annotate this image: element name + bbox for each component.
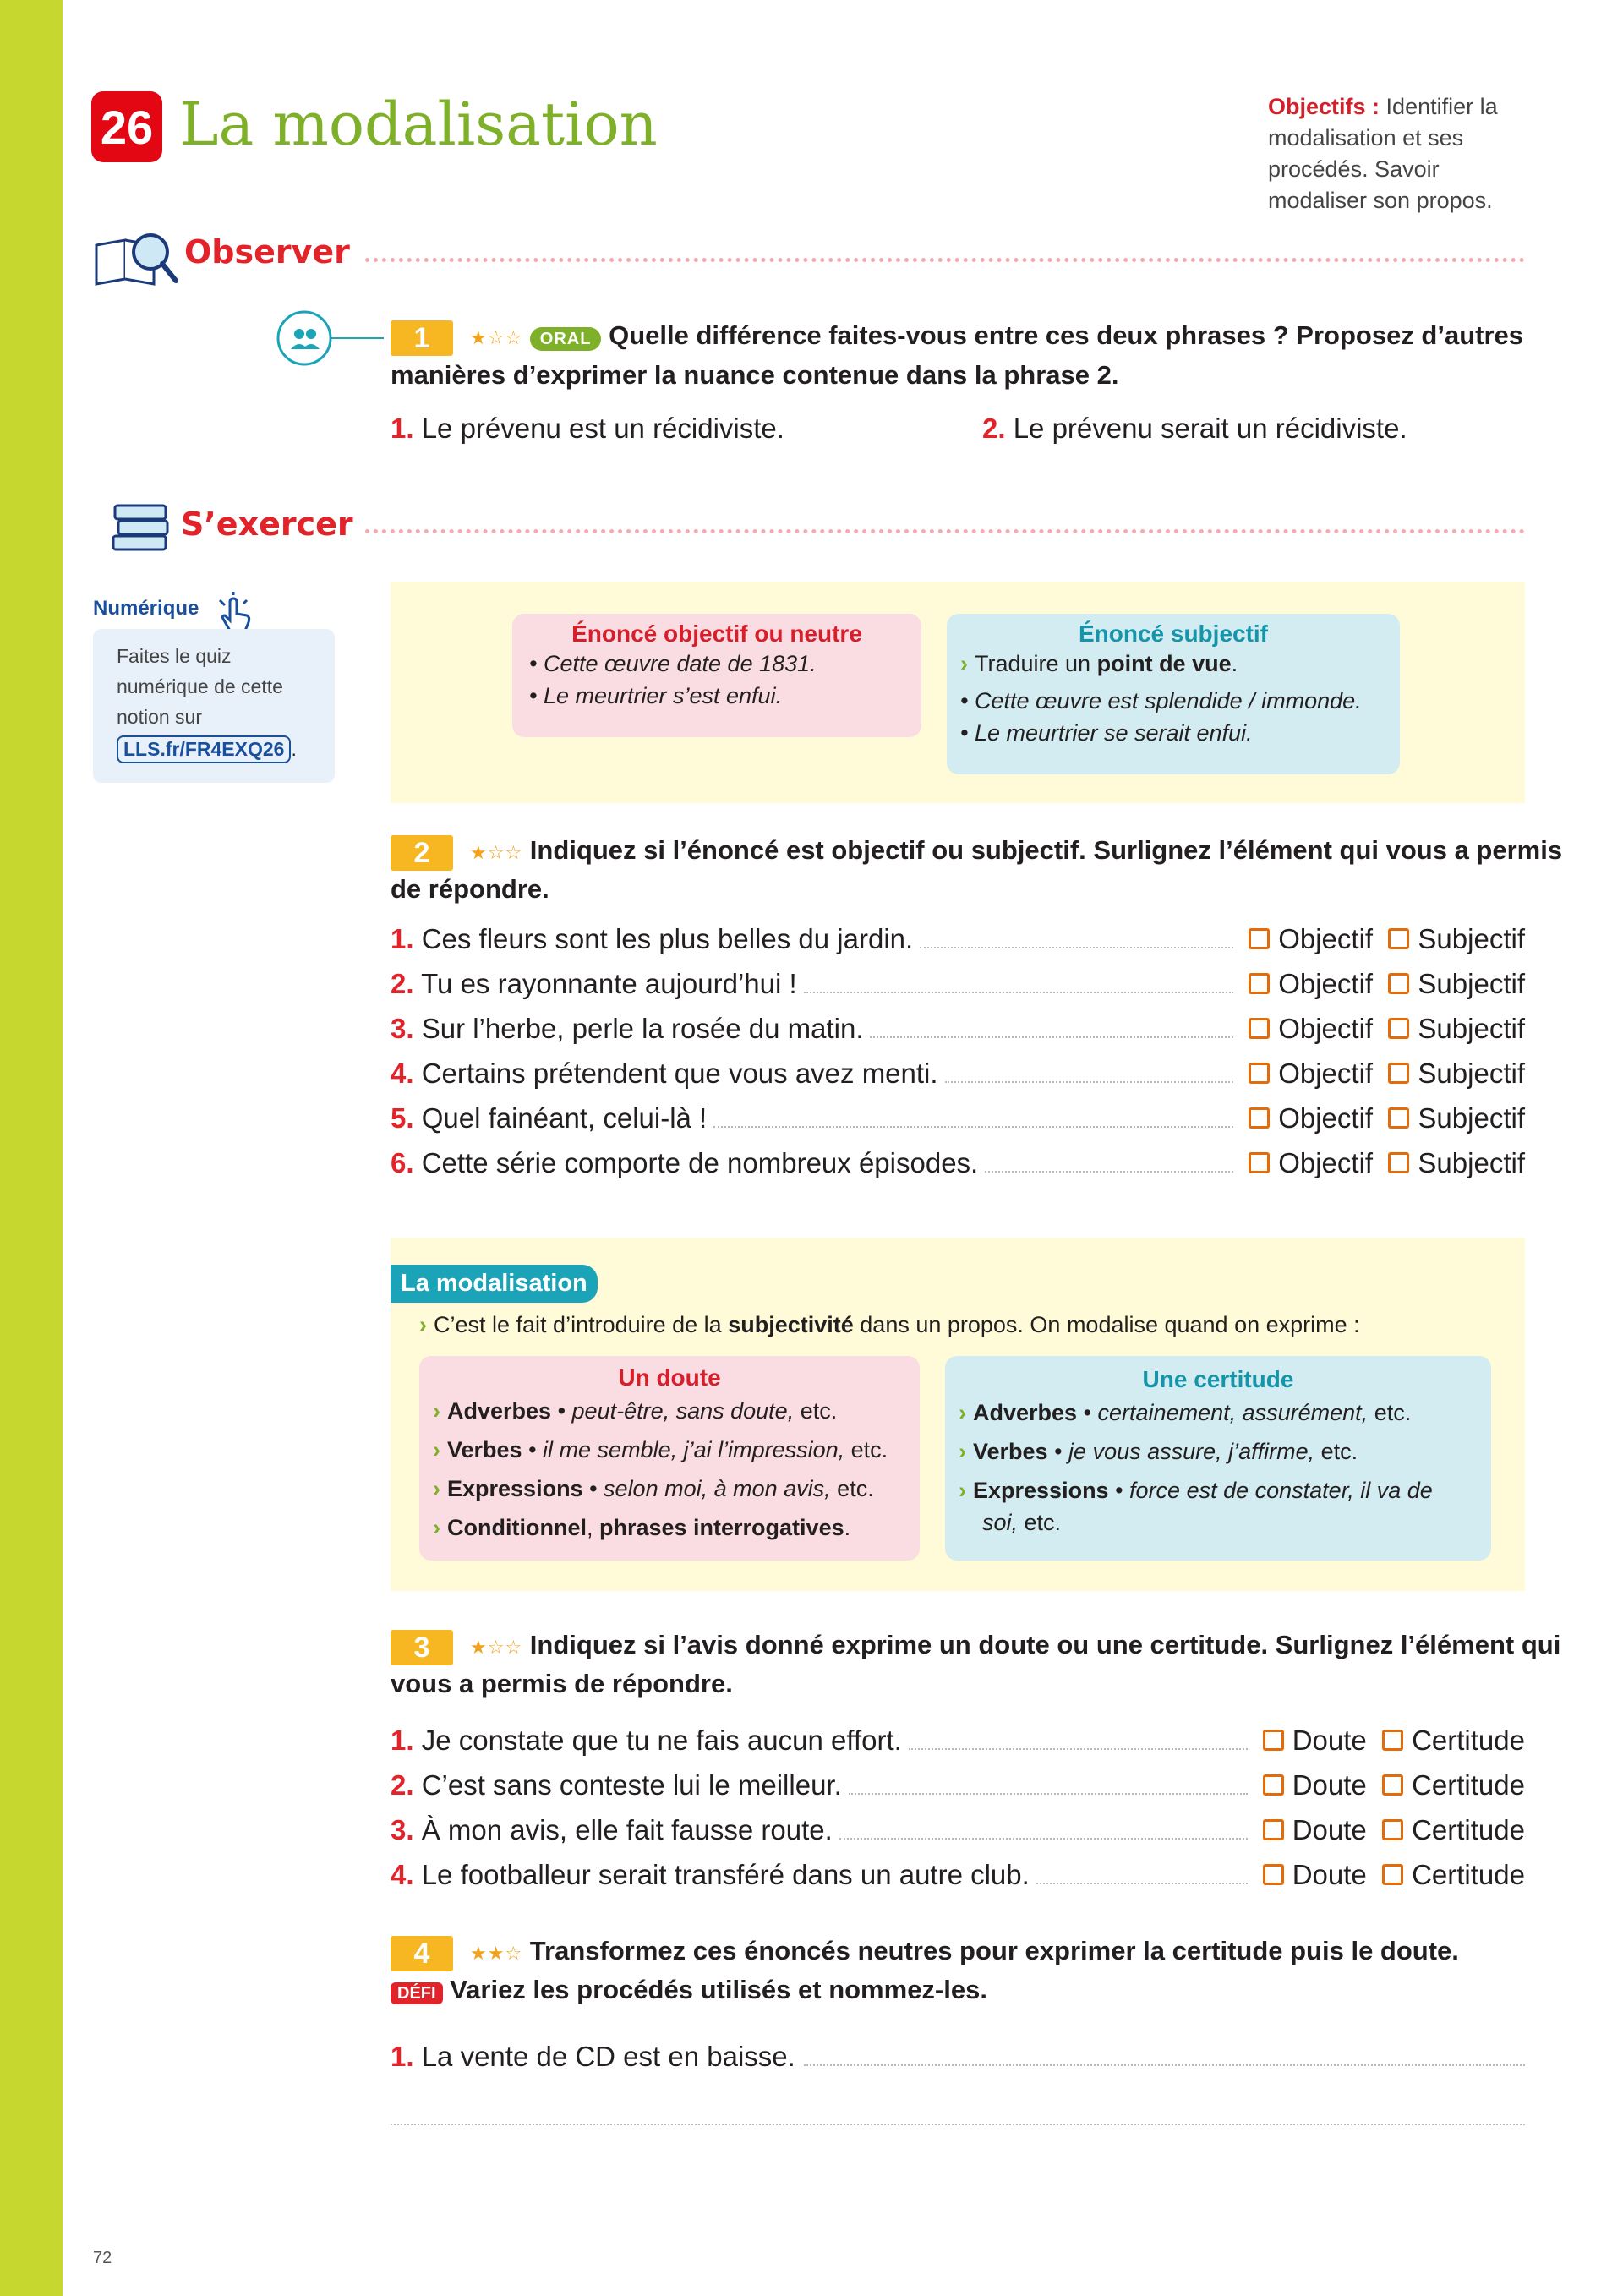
certitude-card	[945, 1356, 1491, 1561]
list-item	[391, 1058, 1525, 1102]
exercise-2-question	[470, 832, 1562, 872]
subjective-example: • Cette œuvre est splendide / immonde.	[960, 688, 1362, 713]
list-item	[391, 968, 1525, 1013]
option-label: Objectif	[1278, 1058, 1374, 1089]
list-item	[391, 1769, 1525, 1814]
magnifier-book-icon	[91, 227, 179, 291]
option-label: Subjectif	[1418, 923, 1525, 954]
item-number: 2.	[982, 413, 1006, 444]
line-examples: je vous assure, j’affirme,	[1068, 1439, 1315, 1464]
list-item	[391, 1013, 1525, 1058]
intro-text: C’est le fait d’introduire de la	[434, 1312, 722, 1337]
option-label: Objectif	[1278, 1147, 1374, 1178]
objective-example: • Cette œuvre date de 1831.	[529, 651, 817, 676]
objective-title: Énoncé objectif ou neutre	[571, 620, 862, 647]
list-item	[391, 1814, 1525, 1859]
line-label: Adverbes	[973, 1400, 1078, 1425]
option-label: Subjectif	[1418, 1058, 1525, 1089]
question-line-b: vous a permis de répondre.	[391, 1669, 733, 1698]
question-line-b: manières d’exprimer la nuance contenue dans la phrase 2.	[391, 360, 1119, 390]
checkbox-subjectif[interactable]	[1388, 1152, 1409, 1173]
exercise-1-question	[470, 317, 1527, 358]
chapter-title: La modalisation	[179, 90, 658, 159]
intro-text: dans un propos. On modalise quand on exprime :	[860, 1312, 1360, 1337]
item-number: 2.	[391, 968, 414, 999]
difficulty-stars: ★☆☆	[470, 842, 523, 863]
item-text: Tu es rayonnante aujourd’hui !	[421, 968, 797, 999]
intro-bold: subjectivité	[728, 1312, 854, 1337]
item-number: 1.	[391, 2041, 414, 2072]
exercise-number-4: 4	[391, 1936, 453, 1971]
numerique-link[interactable]: LLS.fr/FR4EXQ26	[117, 735, 291, 763]
checkbox-certitude[interactable]	[1382, 1774, 1403, 1796]
group-work-icon	[276, 309, 385, 368]
question-line-b: de répondre.	[391, 874, 549, 904]
item-text: La vente de CD est en baisse.	[421, 2041, 795, 2072]
line-tail: etc.	[1314, 1439, 1358, 1464]
subjective-title: Énoncé subjectif	[1078, 620, 1269, 647]
question-line-a: Indiquez si l’avis donné exprime un doute ou une certitude. Surlignez l’élément qui	[529, 1630, 1561, 1659]
question-line-b: Variez les procédés utilisés et nommez-les.	[450, 1975, 987, 2004]
item-text: Cette série comporte de nombreux épisodes.	[421, 1147, 979, 1178]
item-number: 4.	[391, 1058, 414, 1089]
item-number: 3.	[391, 1013, 414, 1044]
question-line-a: Indiquez si l’énoncé est objectif ou subjectif. Surlignez l’élément qui vous a permis	[529, 835, 1563, 865]
checkbox-certitude[interactable]	[1382, 1730, 1403, 1751]
option-label: Subjectif	[1418, 968, 1525, 999]
answer-line[interactable]	[945, 1081, 1234, 1083]
checkbox-doute[interactable]	[1263, 1864, 1284, 1885]
exercise-3-list	[391, 1725, 1525, 1904]
page-margin-bar	[0, 0, 63, 2296]
answer-line[interactable]	[985, 1171, 1233, 1173]
item-number: 5.	[391, 1102, 414, 1134]
line-label: Expressions	[973, 1478, 1109, 1503]
checkbox-subjectif[interactable]	[1388, 973, 1409, 994]
option-label: Doute	[1292, 1769, 1367, 1801]
section-exercer-title: S’exercer	[181, 506, 353, 543]
answer-line[interactable]	[839, 1838, 1248, 1840]
objectives-label: Objectifs :	[1268, 94, 1380, 119]
answer-line[interactable]	[804, 992, 1234, 993]
item-text: Quel fainéant, celui-là !	[421, 1102, 708, 1134]
exercise-2-list	[391, 923, 1525, 1192]
lesson-tag: La modalisation	[391, 1265, 598, 1303]
item-number: 1.	[391, 923, 414, 954]
option-label: Doute	[1292, 1725, 1367, 1756]
section-observer-title: Observer	[184, 233, 350, 271]
objective-example: • Le meurtrier s’est enfui.	[529, 683, 783, 708]
question-line-a: Transformez ces énoncés neutres pour exprimer la certitude puis le doute.	[529, 1936, 1459, 1965]
line-examples: certainement, assurément,	[1097, 1400, 1369, 1425]
difficulty-stars: ★☆☆	[470, 1637, 523, 1658]
option-label: Objectif	[1278, 1102, 1374, 1134]
doute-card	[419, 1356, 920, 1561]
line-sep: •	[1047, 1439, 1069, 1464]
subjective-definition: › Traduire un point de vue.	[960, 651, 1238, 676]
checkbox-certitude[interactable]	[1382, 1864, 1403, 1885]
numerique-link-after: .	[291, 738, 297, 760]
lesson-intro: › C’est le fait d’introduire de la subjectivité dans un propos. On modalise quand on exprime :	[419, 1312, 1360, 1337]
item-number: 1.	[391, 413, 414, 444]
checkbox-objectif[interactable]	[1249, 1018, 1270, 1039]
answer-line[interactable]	[849, 1793, 1248, 1795]
checkbox-objectif[interactable]	[1249, 1152, 1270, 1173]
answer-line[interactable]	[870, 1036, 1233, 1038]
line-examples: peut-être, sans doute,	[571, 1398, 795, 1424]
question-line-a: Quelle différence faites-vous entre ces deux phrases ? Proposez d’autres	[609, 320, 1524, 350]
list-item	[391, 1725, 1525, 1769]
option-label: Doute	[1292, 1814, 1367, 1845]
checkbox-subjectif[interactable]	[1388, 928, 1409, 949]
line-examples: il me semble, j’ai l’impression,	[543, 1437, 845, 1462]
line-tail: .	[844, 1515, 851, 1540]
line-sep: •	[551, 1398, 572, 1424]
difficulty-stars: ★☆☆	[470, 327, 523, 348]
line-sep: •	[582, 1476, 604, 1501]
certitude-line-continued	[982, 1506, 1491, 1539]
line-label: Conditionnel	[447, 1515, 587, 1540]
objectives-text: Identifier la modalisation et ses procédés. Savoir modaliser son propos.	[1268, 94, 1498, 213]
certitude-line: › Adverbes • certainement, assurément, etc.	[959, 1400, 1412, 1425]
certitude-title: Une certitude	[1142, 1366, 1294, 1392]
line-sep: •	[1108, 1478, 1130, 1503]
exercise-number-3: 3	[391, 1630, 453, 1665]
doute-line: › Verbes • il me semble, j’ai l’impression, etc.	[433, 1437, 888, 1462]
checkbox-certitude[interactable]	[1382, 1819, 1403, 1840]
numerique-box	[93, 629, 335, 783]
option-label: Objectif	[1278, 1013, 1374, 1044]
item-number: 6.	[391, 1147, 414, 1178]
item-text: Le prévenu est un récidiviste.	[421, 413, 784, 444]
numerique-title: Numérique	[93, 597, 199, 620]
definition-end: .	[1231, 651, 1238, 676]
item-text: Le footballeur serait transféré dans un autre club.	[421, 1859, 1030, 1890]
item-number: 3.	[391, 1814, 414, 1845]
answer-line[interactable]	[920, 947, 1233, 948]
line-label: Verbes	[447, 1437, 522, 1462]
subjective-card	[947, 614, 1400, 774]
defi-badge: DÉFI	[391, 1982, 443, 2004]
answer-line[interactable]	[909, 1748, 1248, 1750]
item-text: Le prévenu serait un récidiviste.	[1013, 413, 1407, 444]
objectives	[1268, 91, 1522, 216]
definition-bold: point de vue	[1096, 651, 1232, 676]
item-number: 2.	[391, 1769, 414, 1801]
checkbox-doute[interactable]	[1263, 1730, 1284, 1751]
item-text: Sur l’herbe, perle la rosée du matin.	[421, 1013, 864, 1044]
doute-line: › Adverbes • peut-être, sans doute, etc.	[433, 1398, 838, 1424]
list-item	[391, 413, 784, 445]
difficulty-stars: ★★☆	[470, 1943, 523, 1964]
line-sep: •	[1077, 1400, 1098, 1425]
option-label: Certitude	[1412, 1859, 1525, 1890]
list-item	[391, 1859, 1525, 1904]
exercise-3-question	[470, 1626, 1560, 1666]
checkbox-objectif[interactable]	[1249, 973, 1270, 994]
option-label: Objectif	[1278, 968, 1374, 999]
checkbox-subjectif[interactable]	[1388, 1107, 1409, 1129]
definition-text: Traduire un	[975, 651, 1091, 676]
line-label: Adverbes	[447, 1398, 552, 1424]
checkbox-subjectif[interactable]	[1388, 1063, 1409, 1084]
option-label: Subjectif	[1418, 1102, 1525, 1134]
item-number: 1.	[391, 1725, 414, 1756]
option-label: Subjectif	[1418, 1013, 1525, 1044]
page-number: 72	[93, 2249, 112, 2267]
option-label: Certitude	[1412, 1725, 1525, 1756]
books-icon	[110, 499, 178, 555]
line-examples: selon moi, à mon avis,	[604, 1476, 831, 1501]
line-sep: ,	[586, 1515, 599, 1540]
doute-line: › Expressions • selon moi, à mon avis, etc.	[433, 1476, 874, 1501]
option-label: Objectif	[1278, 923, 1374, 954]
line-tail: etc.	[794, 1398, 838, 1424]
list-item	[391, 923, 1525, 968]
option-label: Certitude	[1412, 1769, 1525, 1801]
section-divider	[365, 258, 1525, 262]
line-sep: •	[522, 1437, 544, 1462]
doute-line: › Conditionnel, phrases interrogatives.	[433, 1515, 851, 1540]
checkbox-objectif[interactable]	[1249, 928, 1270, 949]
checkbox-objectif[interactable]	[1249, 1063, 1270, 1084]
chapter-number: 26	[91, 91, 162, 162]
option-label: Subjectif	[1418, 1147, 1525, 1178]
section-divider	[365, 529, 1525, 533]
line-tail: etc.	[830, 1476, 874, 1501]
line-examples: force est de constater, il va de	[1129, 1478, 1433, 1503]
checkbox-objectif[interactable]	[1249, 1107, 1270, 1129]
option-label: Certitude	[1412, 1814, 1525, 1845]
answer-line[interactable]	[804, 2064, 1525, 2066]
item-text: Je constate que tu ne fais aucun effort.	[421, 1725, 902, 1756]
list-item	[391, 1147, 1525, 1192]
option-label: Doute	[1292, 1859, 1367, 1890]
list-item	[391, 2041, 1525, 2073]
item-text: À mon avis, elle fait fausse route.	[421, 1814, 833, 1845]
exercise-number-2: 2	[391, 835, 453, 871]
item-number: 4.	[391, 1859, 414, 1890]
line-label: Expressions	[447, 1476, 583, 1501]
exercise-number-1: 1	[391, 320, 453, 356]
line-tail: etc.	[844, 1437, 888, 1462]
doute-title: Un doute	[618, 1364, 721, 1391]
line-tail: etc.	[1018, 1510, 1062, 1535]
certitude-line: › Expressions • force est de constater, il va de	[959, 1478, 1433, 1503]
answer-line[interactable]	[391, 2124, 1525, 2125]
certitude-line: › Verbes • je vous assure, j’affirme, etc.	[959, 1439, 1358, 1464]
list-item	[391, 1102, 1525, 1147]
item-text: C’est sans conteste lui le meilleur.	[421, 1769, 842, 1801]
answer-line[interactable]	[713, 1126, 1233, 1128]
line-examples: soi,	[982, 1510, 1019, 1535]
line-tail: etc.	[1368, 1400, 1412, 1425]
answer-line[interactable]	[1036, 1883, 1248, 1884]
subjective-example: • Le meurtrier se serait enfui.	[960, 720, 1253, 746]
oral-badge: ORAL	[530, 327, 602, 351]
checkbox-doute[interactable]	[1263, 1819, 1284, 1840]
checkbox-doute[interactable]	[1263, 1774, 1284, 1796]
question-line-b-wrapper	[391, 1971, 987, 2012]
exercise-4-question	[470, 1932, 1459, 1972]
list-item	[982, 413, 1407, 445]
item-text: Certains prétendent que vous avez menti.	[421, 1058, 938, 1089]
line-label: Verbes	[973, 1439, 1048, 1464]
numerique-text: Faites le quiz numérique de cette notion sur	[117, 645, 283, 728]
item-text: Ces fleurs sont les plus belles du jardin.	[421, 923, 914, 954]
objective-card	[512, 614, 921, 737]
line-label: phrases interrogatives	[598, 1515, 844, 1540]
checkbox-subjectif[interactable]	[1388, 1018, 1409, 1039]
